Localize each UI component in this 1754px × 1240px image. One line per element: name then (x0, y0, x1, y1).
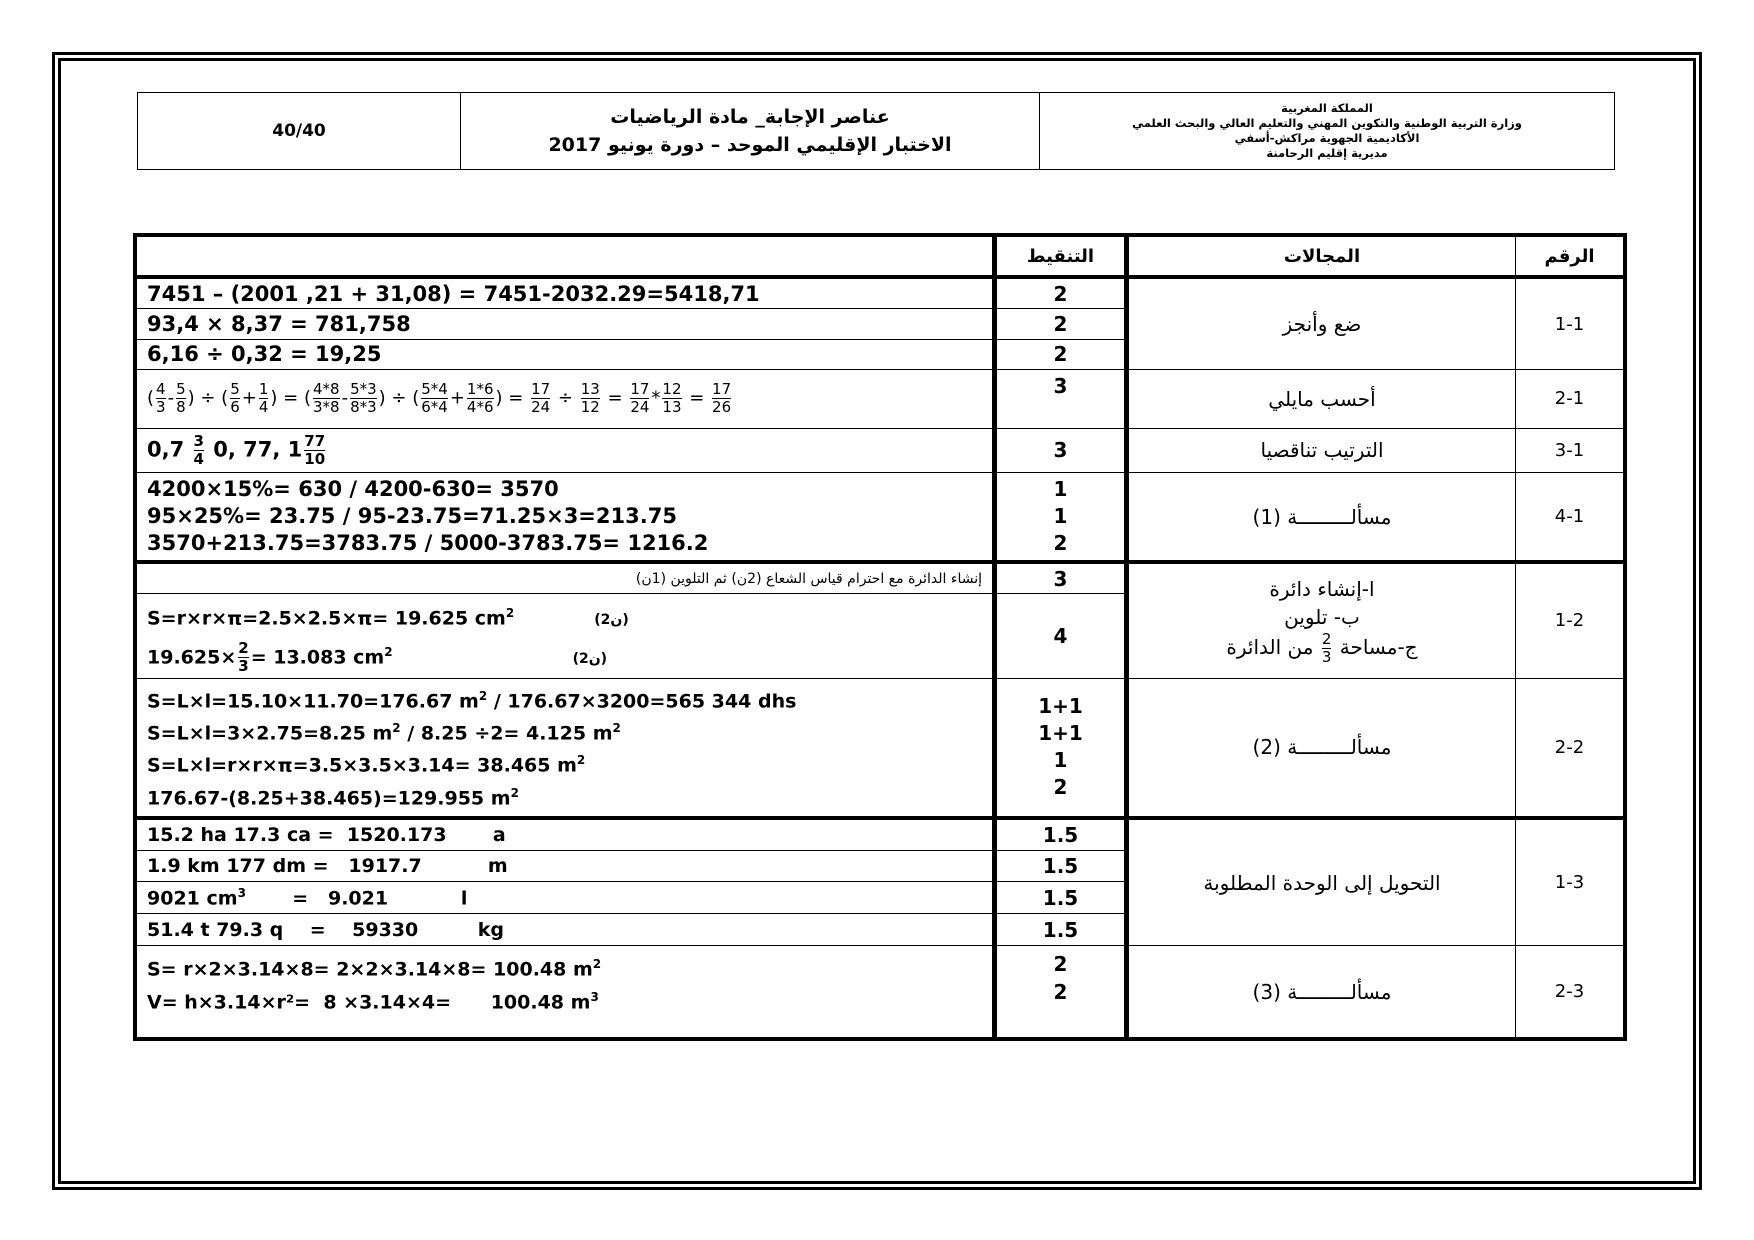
answer-line: S=r×r×π=2.5×2.5×π= 19.625 $cm^2$ (2ن) (147, 605, 629, 629)
score-header: التنقيط (995, 235, 1127, 277)
problem-1-answer (135, 473, 995, 562)
item-number: 4-1 (1516, 473, 1626, 562)
page-number: 40/40 (138, 93, 461, 170)
problem-2-answer (135, 678, 995, 818)
score: 1.5 (995, 882, 1127, 914)
answer-line: 19.625× $\frac{2}{3}$ = 13.083 $cm^2$ (2ن) (147, 639, 608, 676)
construction-note: إنشاء الدائرة مع احترام قياس الشعاع (2ن) ثم التلوين (1ن) (135, 562, 995, 594)
score-stack (995, 473, 1127, 562)
answer-line: S=L×l=3×2.75=8.25 $m^2 / 8.25 \div 2= 4.125$ $m^2$ (147, 721, 621, 745)
answer-line: 9021 $cm^3$ = 9.021 l (135, 882, 995, 914)
score: 2 (1053, 952, 1068, 976)
score: 1.5 (995, 850, 1127, 882)
score: 1+1 (1038, 721, 1083, 746)
item-number: 1-2 (1516, 562, 1626, 678)
answer-line: S=L×l=r×r×π=3.5×3.5×3.14= 38.465 $m^2$ (147, 753, 586, 777)
header-table (137, 92, 1615, 170)
org-line: المملكة المغربية (1281, 101, 1373, 115)
answer-line: 6,16 ÷ 0,32 = 19,25 (135, 339, 995, 370)
answer-table (133, 233, 1627, 1041)
ordering-answer: 0,7 $\frac{3}{4}$ 0, 77, 1 $\frac{77}{10}$ (135, 428, 995, 473)
item-number: 1-3 (1516, 818, 1626, 945)
domain-label: الترتيب تناقصيا (1127, 428, 1516, 473)
answer-line: 176.67-(8.25+38.465)=129.955 $m^2$ (147, 785, 519, 810)
item-number: 2-1 (1516, 370, 1626, 428)
domain-header: المجالات (1127, 235, 1516, 277)
item-number: 1-1 (1516, 277, 1626, 369)
item-number: 3-1 (1516, 428, 1626, 473)
score: 2 (1053, 775, 1068, 800)
item-number: 2-2 (1516, 678, 1626, 818)
domain-label: مسألـــــــــة (2) (1127, 678, 1516, 818)
domain-line: ج-مساحة $\frac{2}{3}$ من الدائرة (1226, 630, 1418, 667)
score-stack (995, 678, 1127, 818)
domain-line: ب- تلوين (1284, 605, 1360, 630)
header-subtitle: الاختبار الإقليمي الموحد – دورة يونيو 2017 (548, 134, 952, 156)
score: 2 (1053, 980, 1068, 1004)
org-line: مديرية إقليم الرحامنة (1266, 146, 1388, 160)
answer-header (135, 235, 995, 277)
header-title: عناصر الإجابة_ مادة الرياضيات (610, 106, 890, 128)
score: 3 (995, 562, 1127, 594)
answer-line: 3570+213.75=3783.75 / 5000-3783.75= 1216.2 (147, 531, 709, 556)
score: 3 (995, 428, 1127, 473)
domain-line: ا-إنشاء دائرة (1269, 577, 1375, 602)
score: 2 (995, 277, 1127, 308)
domain-label: مسألـــــــــة (3) (1127, 946, 1516, 1040)
score: 2 (1053, 531, 1068, 556)
score: 1.5 (995, 914, 1127, 946)
header-title-cell (461, 93, 1040, 170)
score: 1 (1053, 477, 1068, 502)
problem-3-answer (135, 946, 995, 1040)
answer-line: S= r×2×3.14×8= 2×2×3.14×8= 100.48 $m^2$ (147, 957, 602, 981)
score: 1.5 (995, 818, 1127, 850)
score: 2 (995, 308, 1127, 339)
domain-label: أحسب مايلي (1127, 370, 1516, 428)
answer-line: 4200×15%= 630 / 4200-630= 3570 (147, 477, 559, 502)
score: 3 (995, 370, 1127, 428)
fraction-expression: ( $\frac{4}{3}$ - $\frac{5}{8}$ ) ÷ ( $\frac{5}{6}$ + $\frac{1}{4}$ ) = ( $\frac{4*8}{3*8}$ - $\frac{5*3}{8*3}$ ) ÷ ( $\frac{5*4}{6*4}$ + $\frac{1*6}{4*6}$ ) = $\frac{17}{24}$ ÷ $\frac{13}{12}$ = $\frac{17}{24}$ * $\frac{12}{13}$ = $\frac{17}{26}$ (135, 370, 995, 428)
number-header: الرقم (1516, 235, 1626, 277)
item-number: 2-3 (1516, 946, 1626, 1040)
score: 1 (1053, 748, 1068, 773)
answer-line: V= h×3.14×r²= 8 ×3.14×4= 100.48 $m^3$ (147, 990, 599, 1014)
answer-line: 51.4 t 79.3 q = 59330 kg (135, 914, 995, 946)
org-line: وزارة التربية الوطنية والتكوين المهني والتعليم العالي والبحث العلمي (1132, 116, 1522, 130)
org-line: الأكاديمية الجهوية مراكش-أسفي (1234, 131, 1420, 145)
circle-area-answer (135, 594, 995, 679)
answer-line: 1.9 km 177 dm = 1917.7 m (135, 850, 995, 882)
score-stack (995, 946, 1127, 1040)
score: 4 (995, 594, 1127, 679)
domain-label-circle (1127, 562, 1516, 678)
answer-line: 93,4 × 8,37 = 781,758 (135, 308, 995, 339)
answer-line: S=L×l=15.10×11.70=176.67 $m^2 / 176.67\times 3200=565$ 344 dhs (147, 688, 797, 713)
answer-line: 15.2 ha 17.3 ca = 1520.173 a (135, 818, 995, 850)
domain-label: ضع وأنجز (1127, 277, 1516, 369)
score: 1+1 (1038, 694, 1083, 719)
score: 1 (1053, 504, 1068, 529)
answer-line: 7451 – (2001 ,21 + 31,08) = 7451-2032.29=5418,71 (135, 277, 995, 308)
header-org (1040, 93, 1615, 170)
domain-label: مسألـــــــــة (1) (1127, 473, 1516, 562)
score: 2 (995, 339, 1127, 370)
answer-line: 95×25%= 23.75 / 95-23.75=71.25×3=213.75 (147, 504, 677, 529)
domain-label: التحويل إلى الوحدة المطلوبة (1127, 818, 1516, 945)
